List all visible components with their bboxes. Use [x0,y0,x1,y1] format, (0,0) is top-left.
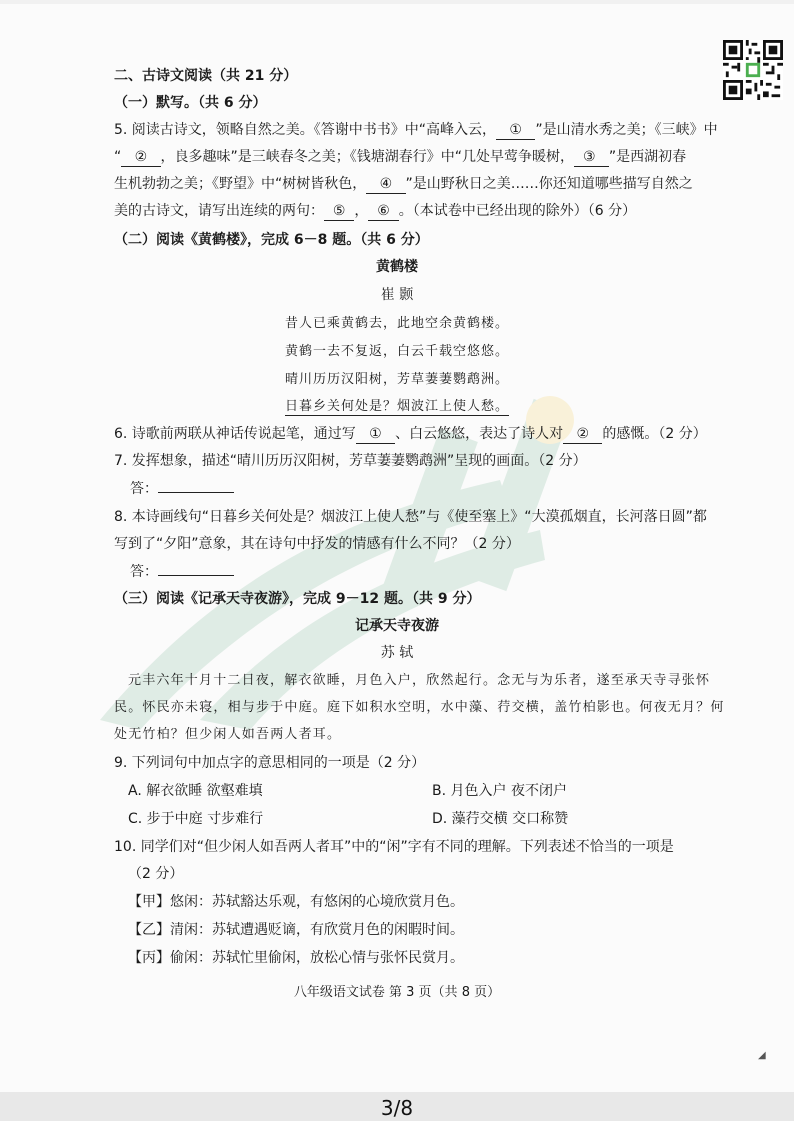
question-9: 9. 下列词句中加点字的意思相同的一项是（2 分） [114,755,426,771]
answer-field[interactable] [158,563,234,576]
question-8-line-1: 8. 本诗画线句“日暮乡关何处是？烟波江上使人愁”与《使至塞上》“大漠孤烟直，长河落日圆”都 [114,509,707,525]
page-footer: 八年级语文试卷 第 3 页（共 8 页） [293,985,501,1000]
prose-line: 元丰六年十月十二日夜，解衣欲睡，月色入户，欣然起行。念无与为乐者，遂至承天寺寻张怀 [128,673,711,688]
section-title: 二、古诗文阅读（共 21 分） [114,68,298,84]
answer-field[interactable] [158,480,234,493]
blank-1[interactable] [496,122,535,140]
question-text: ”是山清水秀之美；《三峡》中 [535,122,718,138]
option-d[interactable]: D. 藻荇交横 交口称赞 [432,811,569,827]
question-10-line-1: 10. 同学们对“但少闲人如吾两人者耳”中的“闲”字有不同的理解。下列表述不恰当的一项是 [114,839,674,855]
blank-6[interactable] [368,203,398,221]
q6-blank-1[interactable] [356,426,395,444]
subsection-title: （三）阅读《记承天寺夜游》，完成 9－12 题。（共 9 分） [114,591,481,607]
question-10-line-2: （2 分） [128,866,184,882]
q10-option-yi[interactable]: 【乙】清闲：苏轼遭遇贬谪，有欣赏月色的闲暇时间。 [128,922,464,938]
answer-label: 答： [130,481,158,497]
blank-3[interactable] [574,149,609,167]
option-a[interactable]: A. 解衣欲睡 欲壑难填 [128,783,263,799]
blank-number: ① [509,122,522,138]
q10-option-bing[interactable]: 【丙】偷闲：苏轼忙里偷闲，放松心情与张怀民赏月。 [128,950,464,966]
question-text: 5. 阅读古诗文，领略自然之美。《答谢中书书》中“高峰入云， [114,122,497,138]
poem-author: 崔 颢 [380,287,414,303]
poem-underlined-text: 日暮乡关何处是？烟波江上使人愁。 [284,399,509,414]
question-text: ”是西湖初春 [608,149,687,165]
question-text: ”是山野秋日之美……你还知道哪些描写自然之 [405,176,693,192]
blank-2[interactable] [121,149,160,167]
blank-number: ④ [379,176,393,192]
corner-mark: ◢ [758,1050,766,1061]
answer-line [130,480,234,498]
prose-line: 民。怀民亦未寝，相与步于中庭。庭下如积水空明，水中藻、荇交横，盖竹柏影也。何夜无月？何 [114,700,725,715]
blank-4[interactable] [366,176,405,194]
question-5-line-4 [114,202,636,220]
blank-5[interactable] [324,203,354,221]
option-b[interactable]: B. 月色入户 夜不闭户 [432,783,567,799]
page-top-edge [0,0,794,4]
question-8-line-2: 写到了“夕阳”意象，其在诗句中抒发的情感有什么不同？（2 分） [114,536,520,552]
poem-line-underlined [0,398,794,416]
question-text: 美的古诗文，请写出连续的两句： [114,203,324,219]
question-6 [114,425,707,443]
question-5-line-2 [114,148,686,166]
question-text: 的感慨。（2 分） [602,426,707,442]
question-text: ， [354,203,369,219]
blank-number: ① [369,426,382,442]
question-text: 。（本试卷中已经出现的除外）（6 分） [398,203,637,219]
question-5-line-1 [114,121,718,139]
answer-label: 答： [130,564,158,580]
poem-line: 昔人已乘黄鹤去，此地空余黄鹤楼。 [284,316,509,331]
prose-author: 苏 轼 [380,645,414,661]
question-text: ，良多趣味”是三峡春冬之美；《钱塘湖春行》中“几处早莺争暖树， [160,149,575,165]
qr-code-icon [723,40,783,100]
subsection-title: （一）默写。（共 6 分） [114,95,267,111]
question-text: “ [114,149,122,165]
answer-line [130,563,234,581]
poem-line: 晴川历历汉阳树，芳草萋萋鹦鹉洲。 [284,372,509,387]
blank-number: ② [134,149,148,165]
question-text: 、白云悠悠，表达了诗人对 [395,426,564,442]
q6-blank-2[interactable] [563,426,602,444]
question-7: 7. 发挥想象，描述“晴川历历汉阳树，芳草萋萋鹦鹉洲”呈现的画面。（2 分） [114,453,587,469]
page-indicator: 3/8 [380,1096,414,1120]
blank-number: ⑤ [332,203,346,219]
blank-number: ⑥ [377,203,390,219]
q10-option-jia[interactable]: 【甲】悠闲：苏轼豁达乐观，有悠闲的心境欣赏月色。 [128,894,464,910]
question-text: 生机勃勃之美；《野望》中“树树皆秋色， [114,176,367,192]
question-5-line-3 [114,175,693,193]
blank-number: ③ [582,149,596,165]
subsection-title: （二）阅读《黄鹤楼》，完成 6－8 题。（共 6 分） [114,232,429,248]
prose-line: 处无竹柏？但少闲人如吾两人者耳。 [114,727,342,742]
poem-line: 黄鹤一去不复返，白云千载空悠悠。 [284,344,509,359]
poem-title: 黄鹤楼 [376,259,418,275]
question-text: 6. 诗歌前两联从神话传说起笔，通过写 [114,426,356,442]
option-c[interactable]: C. 步于中庭 寸步难行 [128,811,264,827]
blank-number: ② [576,426,590,442]
prose-title: 记承天寺夜游 [355,618,439,634]
